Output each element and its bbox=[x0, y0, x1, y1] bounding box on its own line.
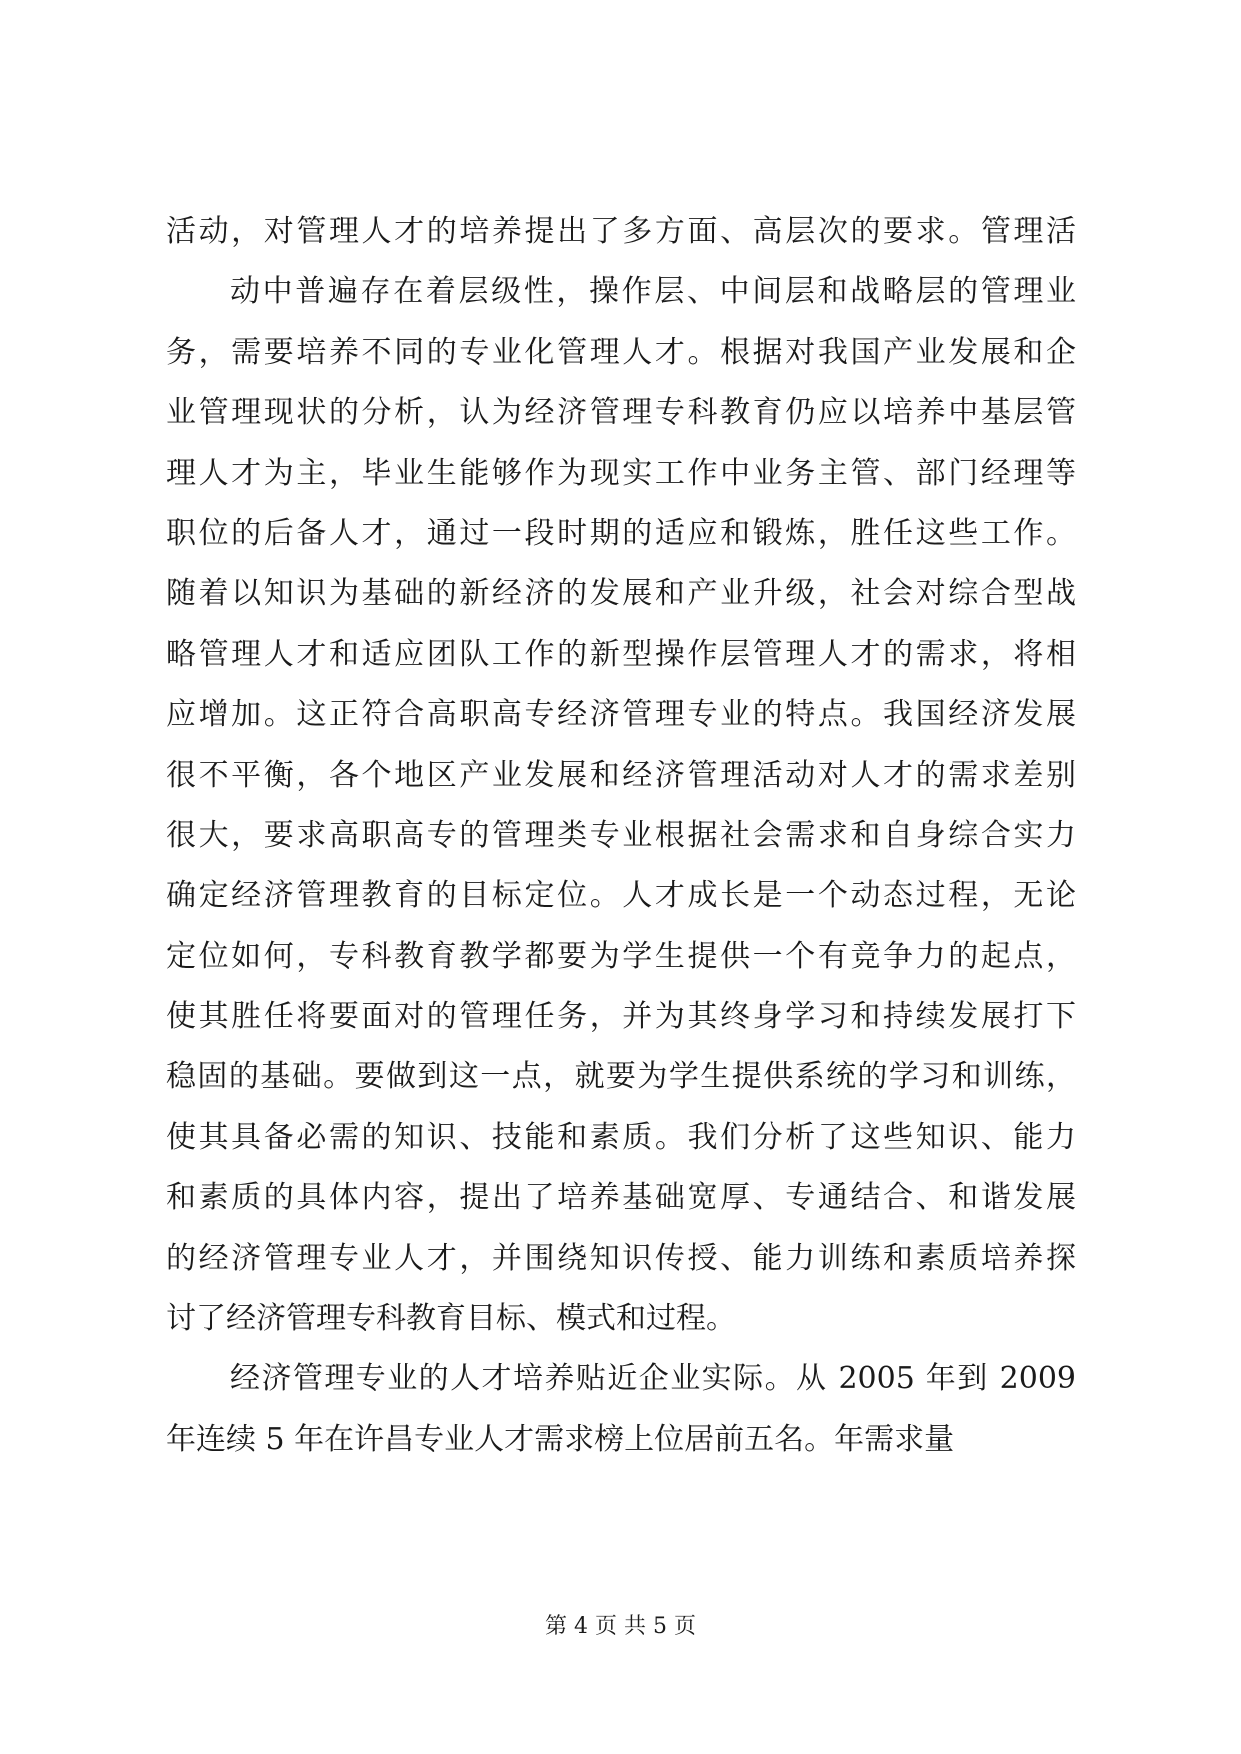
text-line: 经济管理专业的人才培养贴近企业实际。从 2005 年到 2009 bbox=[230, 1361, 1076, 1397]
text-line: 随着以知识为基础的新经济的发展和产业升级，社会对综合型战 bbox=[166, 576, 1076, 612]
text-line: 年连续 5 年在许昌专业人才需求榜上位居前五名。年需求量 bbox=[166, 1421, 955, 1457]
text-line: 和素质的具体内容，提出了培养基础宽厚、专通结合、和谐发展 bbox=[166, 1180, 1076, 1216]
text-line: 使其具备必需的知识、技能和素质。我们分析了这些知识、能力 bbox=[166, 1119, 1076, 1155]
page-footer: 第 4 页 共 5 页 bbox=[545, 1614, 696, 1639]
text-line: 讨了经济管理专科教育目标、模式和过程。 bbox=[166, 1301, 736, 1337]
text-line: 务，需要培养不同的专业化管理人才。根据对我国产业发展和企 bbox=[166, 334, 1076, 370]
text-line: 使其胜任将要面对的管理任务，并为其终身学习和持续发展打下 bbox=[166, 999, 1076, 1035]
text-line: 稳固的基础。要做到这一点，就要为学生提供系统的学习和训练， bbox=[166, 1059, 1076, 1095]
text-line: 很大，要求高职高专的管理类专业根据社会需求和自身综合实力 bbox=[166, 817, 1076, 853]
text-line: 业管理现状的分析，认为经济管理专科教育仍应以培养中基层管 bbox=[166, 395, 1076, 431]
text-line: 理人才为主，毕业生能够作为现实工作中业务主管、部门经理等 bbox=[166, 455, 1076, 491]
text-line: 定位如何，专科教育教学都要为学生提供一个有竞争力的起点， bbox=[166, 938, 1076, 974]
text-line: 很不平衡，各个地区产业发展和经济管理活动对人才的需求差别 bbox=[166, 757, 1076, 793]
text-line: 的经济管理专业人才，并围绕知识传授、能力训练和素质培养探 bbox=[166, 1240, 1076, 1276]
text-line: 确定经济管理教育的目标定位。人才成长是一个动态过程，无论 bbox=[166, 878, 1076, 914]
body-text bbox=[166, 202, 1076, 1470]
text-line: 应增加。这正符合高职高专经济管理专业的特点。我国经济发展 bbox=[166, 697, 1076, 733]
text-line: 略管理人才和适应团队工作的新型操作层管理人才的需求，将相 bbox=[166, 636, 1076, 672]
text-line: 职位的后备人才，通过一段时期的适应和锻炼，胜任这些工作。 bbox=[166, 515, 1076, 551]
text-line: 活动，对管理人才的培养提出了多方面、高层次的要求。管理活 bbox=[166, 214, 1076, 249]
text-line: 动中普遍存在着层级性，操作层、中间层和战略层的管理业 bbox=[230, 274, 1076, 310]
